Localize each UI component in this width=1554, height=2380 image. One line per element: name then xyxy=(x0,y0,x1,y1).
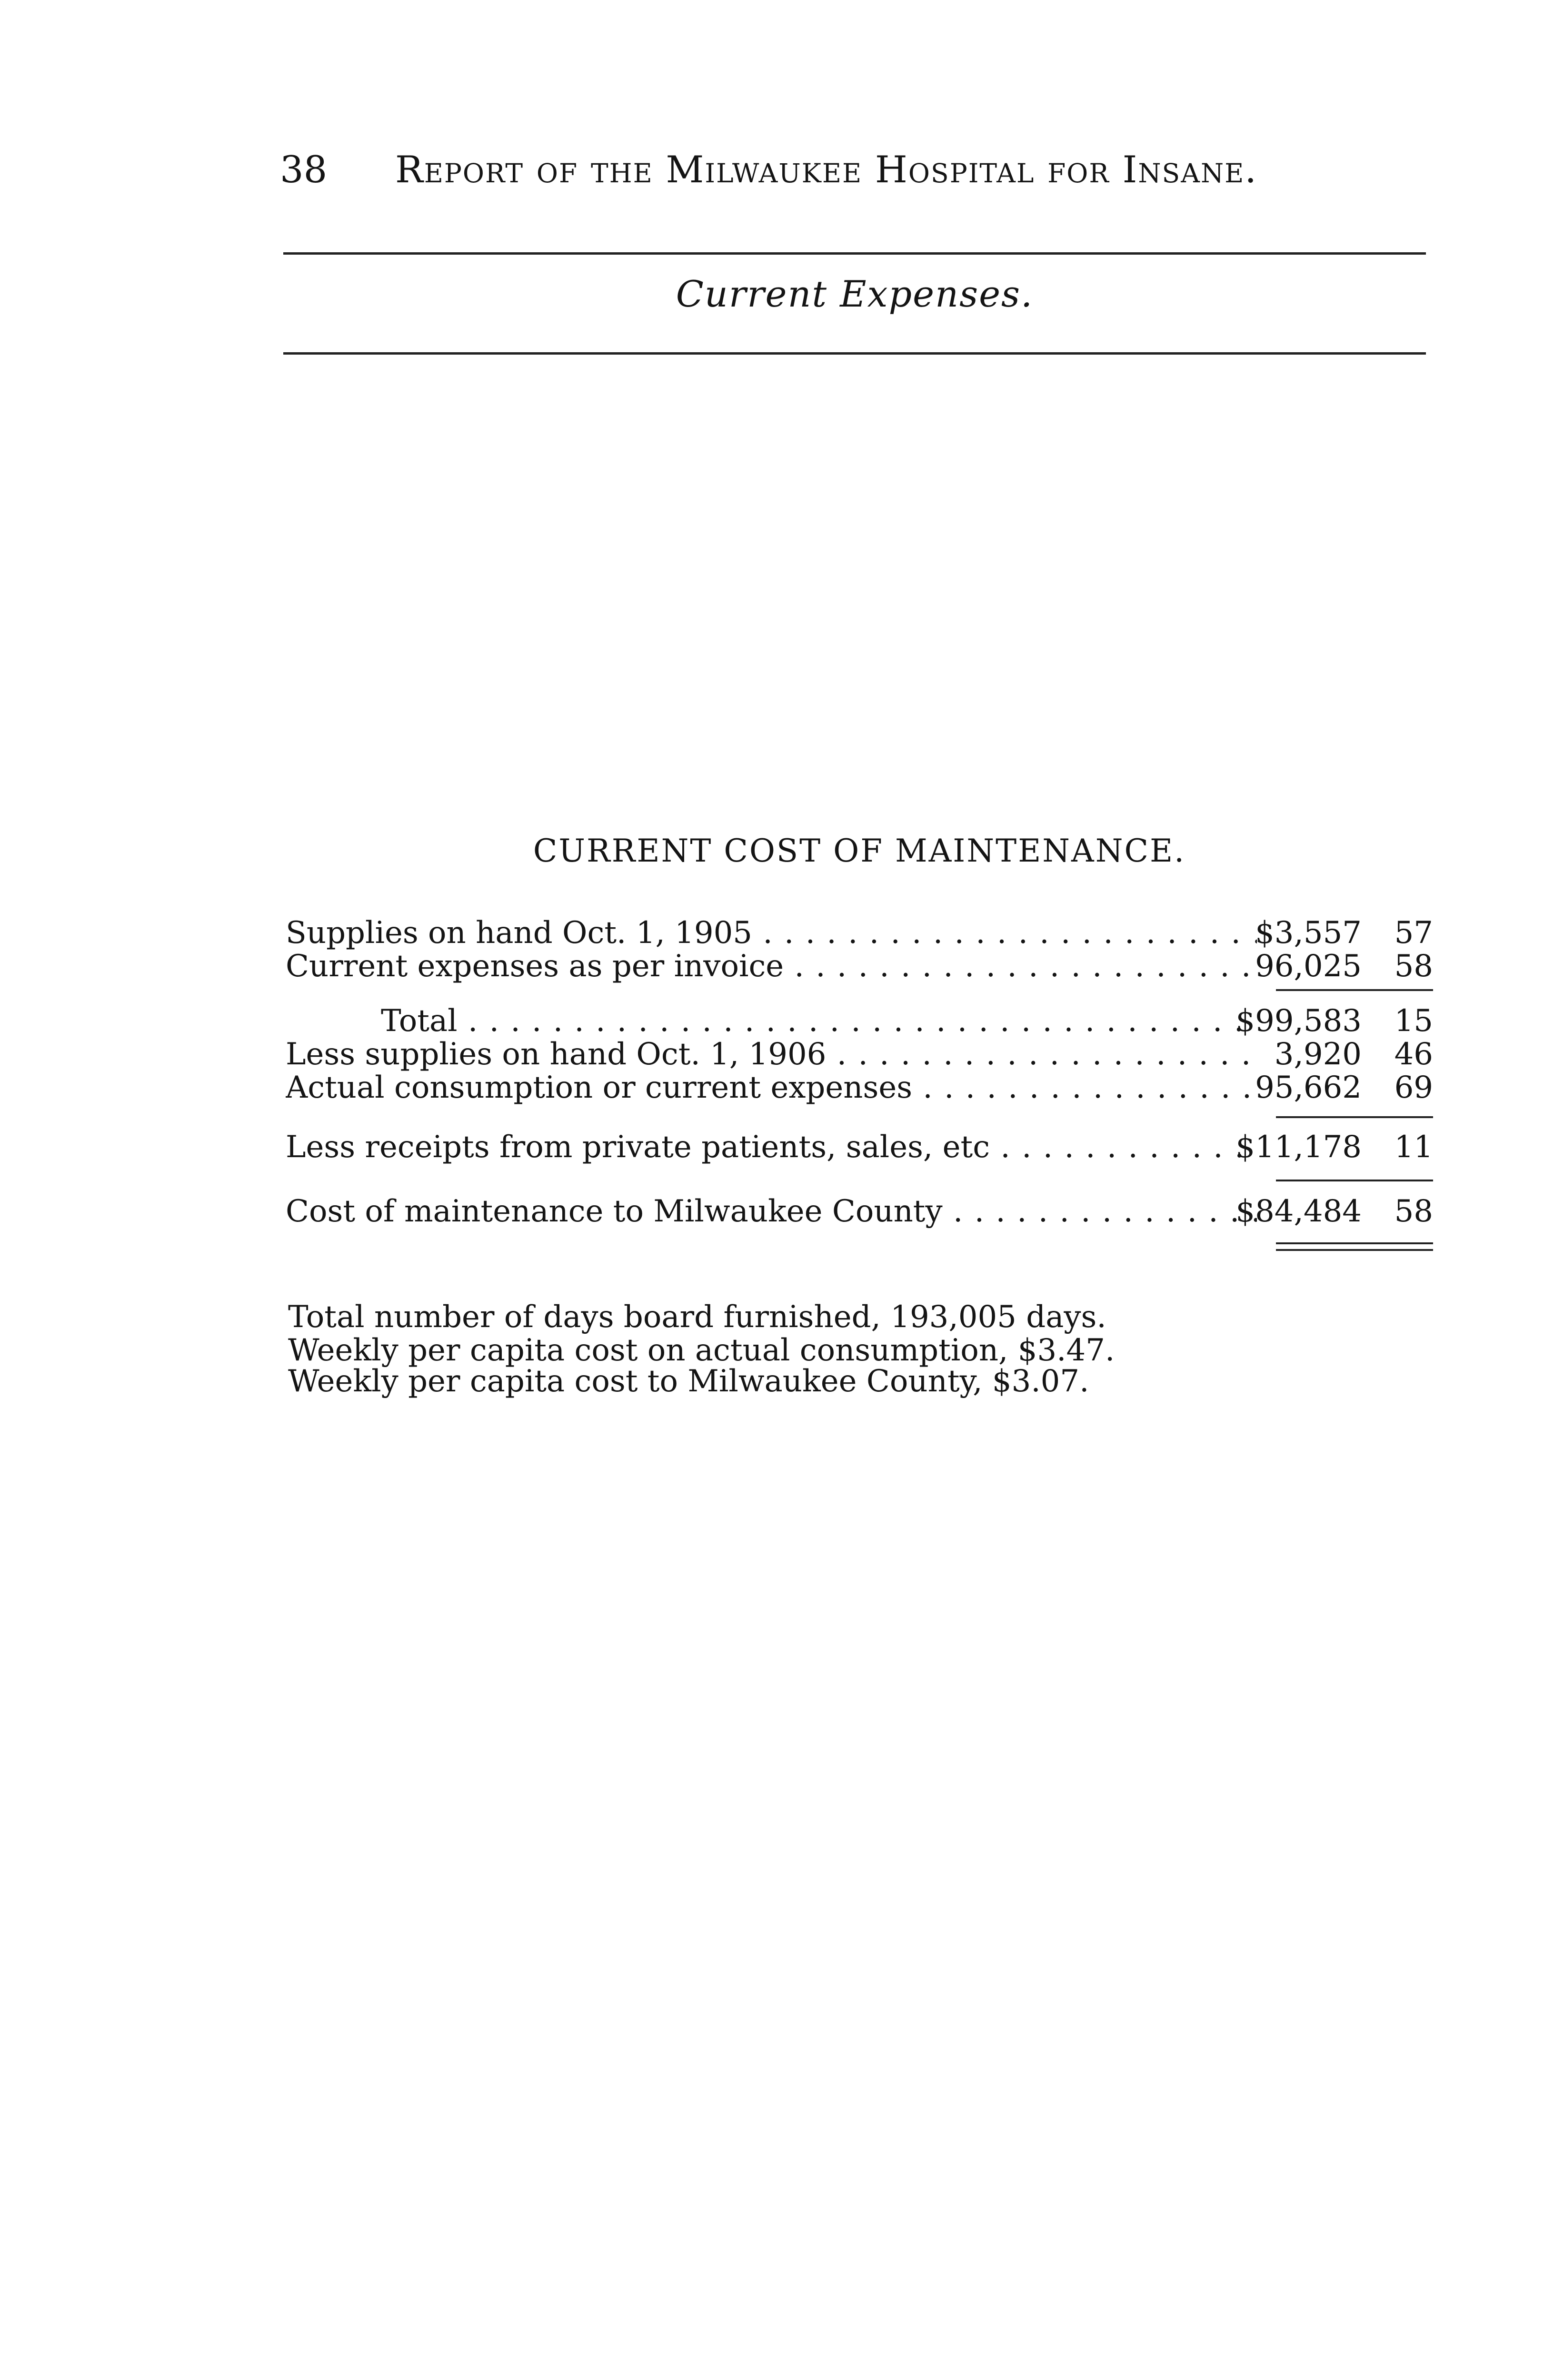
table-row-cost-milwaukee-county xyxy=(286,1195,1433,1228)
note-weekly-cost-county: Weekly per capita cost to Milwaukee County, $3.07. xyxy=(288,1364,1089,1399)
table-row-supplies-1905 xyxy=(286,916,1433,950)
row-dollars: 95,662 xyxy=(1255,1070,1362,1105)
bottom-rule xyxy=(283,352,1426,355)
running-head: Report of the Milwaukee Hospital for Insane. xyxy=(395,149,1258,191)
table-title: CURRENT COST OF MAINTENANCE. xyxy=(533,833,1186,869)
row-label: Less supplies on hand Oct. 1, 1906 . . . xyxy=(286,1038,1257,1071)
row-label: Total . . . xyxy=(381,1004,1257,1038)
row-cents: 57 xyxy=(1394,915,1433,951)
row-label: Current expenses as per invoice . . . xyxy=(286,950,1257,983)
top-rule xyxy=(283,252,1426,255)
double-rule xyxy=(1276,1242,1433,1251)
row-dollars: $3,557 xyxy=(1255,915,1362,951)
row-cents: 46 xyxy=(1394,1037,1433,1072)
section-title: Current Expenses. xyxy=(676,273,1034,315)
row-dollars: 3,920 xyxy=(1274,1037,1362,1072)
row-cents: 69 xyxy=(1394,1070,1433,1105)
note-weekly-cost-consumption: Weekly per capita cost on actual consumption, $3.47. xyxy=(288,1333,1115,1368)
row-dollars: $84,484 xyxy=(1235,1194,1362,1229)
row-cents: 58 xyxy=(1394,949,1433,984)
table-row-receipts xyxy=(286,1130,1433,1164)
row-cents: 58 xyxy=(1394,1194,1433,1229)
row-dollars: $99,583 xyxy=(1235,1003,1362,1039)
row-cents: 11 xyxy=(1394,1130,1433,1165)
table-row-total xyxy=(286,1004,1433,1038)
page-number: 38 xyxy=(280,149,328,191)
row-label: Less receipts from private patients, sales, etc . . . xyxy=(286,1130,1257,1164)
row-label: Actual consumption or current expenses . . . xyxy=(286,1071,1257,1104)
sum-rule xyxy=(1276,1180,1433,1181)
table-row-actual-consumption xyxy=(286,1071,1433,1104)
row-label: Cost of maintenance to Milwaukee County . . . xyxy=(286,1195,1257,1228)
note-days-board: Total number of days board furnished, 193,005 days. xyxy=(288,1299,1106,1335)
row-label: Supplies on hand Oct. 1, 1905 . . . xyxy=(286,916,1257,950)
sum-rule xyxy=(1276,989,1433,991)
row-cents: 15 xyxy=(1394,1003,1433,1039)
table-row-current-expenses xyxy=(286,950,1433,983)
row-dollars: $11,178 xyxy=(1235,1130,1362,1165)
row-dollars: 96,025 xyxy=(1255,949,1362,984)
table-row-supplies-1906 xyxy=(286,1038,1433,1071)
sum-rule xyxy=(1276,1116,1433,1118)
